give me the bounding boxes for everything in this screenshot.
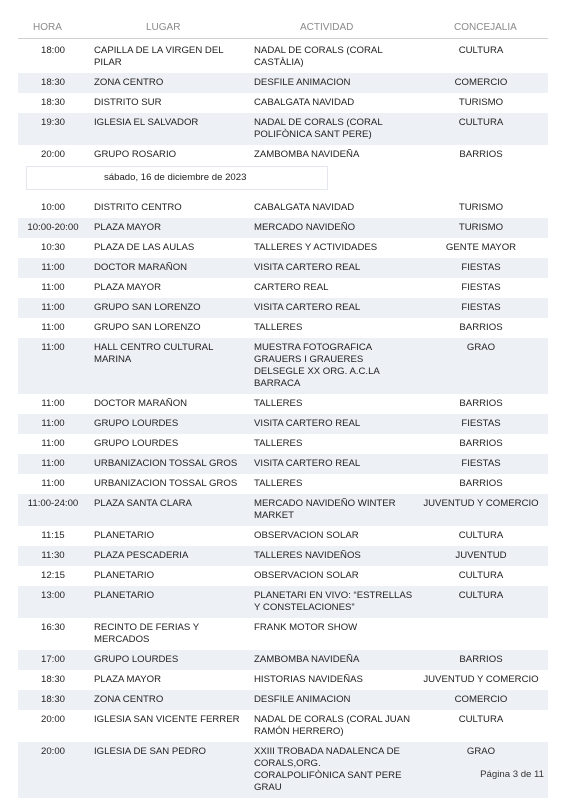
table-row [18,566,548,586]
cell-concejalia: BARRIOS [459,438,503,449]
cell-concejalia: GRAO [414,338,548,394]
table-row [18,278,548,298]
header-actividad: ACTIVIDAD [300,22,354,33]
table-row [18,145,548,165]
cell-actividad: VISITA CARTERO REAL [250,454,414,474]
table-row [18,338,548,394]
cell-actividad: MERCADO NAVIDEÑO WINTER MARKET [250,494,414,526]
cell-actividad: CABALGATA NAVIDAD [254,202,355,213]
cell-concejalia: CULTURA [458,45,504,56]
table-row [18,690,548,710]
table-row [18,113,548,145]
header-lugar: LUGAR [146,22,181,33]
cell-actividad: NADAL DE CORALS (CORAL JUAN RAMÓN HERRERO) [254,714,411,737]
cell-lugar: GRUPO LOURDES [88,650,250,670]
cell-concejalia: CULTURA [414,113,548,145]
table-row [18,546,548,566]
table-row [18,73,548,93]
cell-lugar: URBANIZACION TOSSAL GROS [88,454,250,474]
cell-actividad: PLANETARI EN VIVO: “ESTRELLAS Y CONSTELACIONES” [250,586,414,618]
page-number: Página 3 de 11 [480,769,544,780]
cell-hora: 16:30 [40,622,65,633]
cell-hora: 18:30 [40,674,65,685]
cell-lugar: DISTRITO SUR [94,97,162,108]
table-row [18,238,548,258]
cell-actividad: NADAL DE CORALS (CORAL POLIFÒNICA SANT PERE) [250,113,414,145]
cell-lugar: DOCTOR MARAÑON [88,258,250,278]
cell-lugar: PLANETARIO [94,530,155,541]
table-row [18,318,548,338]
cell-hora: 19:30 [18,113,88,145]
table-header [0,14,566,38]
header-hora: HORA [33,22,62,33]
table-row [18,586,548,618]
cell-concejalia: GRAO [414,742,548,798]
cell-concejalia: TURISMO [458,97,504,108]
cell-actividad: FRANK MOTOR SHOW [254,622,358,633]
cell-hora: 11:00 [18,454,88,474]
cell-actividad: OBSERVACION SOLAR [254,530,359,541]
cell-actividad: CARTERO REAL [254,282,329,293]
cell-actividad: HISTORIAS NAVIDEÑAS [254,674,363,685]
cell-concejalia: GENTE MAYOR [445,242,517,253]
cell-concejalia: BARRIOS [459,478,503,489]
cell-concejalia: FIESTAS [414,414,548,434]
cell-actividad: TALLERES [254,398,303,409]
table-row [18,198,548,218]
cell-concejalia: CULTURA [458,570,504,581]
cell-concejalia: FIESTAS [414,298,548,318]
cell-hora: 12:15 [40,570,65,581]
cell-actividad: TALLERES [254,322,303,333]
table-row [18,618,548,650]
cell-concejalia: BARRIOS [459,398,503,409]
cell-lugar: PLAZA SANTA CLARA [88,494,250,526]
cell-concejalia: JUVENTUD [414,546,548,566]
header-concejalia: CONCEJALIA [454,22,517,33]
cell-actividad: TALLERES Y ACTIVIDADES [254,242,378,253]
cell-lugar: GRUPO SAN LORENZO [94,322,201,333]
cell-concejalia: BARRIOS [459,149,503,160]
cell-lugar: RECINTO DE FERIAS Y MERCADOS [94,622,200,645]
cell-concejalia: CULTURA [458,530,504,541]
table-row [18,454,548,474]
table-row [18,474,548,494]
cell-hora: 11:00 [41,322,65,333]
cell-hora: 11:00 [41,478,65,489]
cell-actividad: DESFILE ANIMACION [250,73,414,93]
cell-concejalia: JUVENTUD Y COMERCIO [414,494,548,526]
cell-hora: 10:00-20:00 [18,218,88,238]
cell-lugar: ZONA CENTRO [88,690,250,710]
cell-hora: 11:00 [18,338,88,394]
table-row [18,93,548,113]
cell-lugar: PLAZA PESCADERIA [88,546,250,566]
cell-lugar: IGLESIA EL SALVADOR [88,113,250,145]
cell-lugar: PLAZA MAYOR [94,282,161,293]
schedule-table-friday [18,41,548,165]
cell-hora: 18:00 [40,45,65,56]
cell-hora: 17:00 [18,650,88,670]
cell-hora: 10:30 [40,242,65,253]
cell-lugar: IGLESIA SAN VICENTE FERRER [94,714,240,725]
cell-lugar: CAPILLA DE LA VIRGEN DEL PILAR [94,45,224,68]
cell-concejalia: BARRIOS [414,650,548,670]
cell-hora: 11:00 [41,398,65,409]
cell-hora: 20:00 [18,742,88,798]
table-row [18,434,548,454]
cell-hora: 11:00 [18,298,88,318]
cell-lugar: DISTRITO CENTRO [94,202,182,213]
cell-hora: 18:30 [18,690,88,710]
cell-actividad: TALLERES [254,478,303,489]
cell-lugar: PLAZA MAYOR [94,674,161,685]
cell-concejalia: FIESTAS [414,454,548,474]
cell-lugar: GRUPO LOURDES [88,414,250,434]
cell-actividad: XXIII TROBADA NADALENCA DE CORALS,ORG. CORALPOLIFÒNICA SANT PERE GRAU [250,742,414,798]
cell-hora: 11:00 [41,438,65,449]
cell-actividad: VISITA CARTERO REAL [250,258,414,278]
cell-hora: 18:30 [40,97,65,108]
header-divider [18,38,548,39]
cell-concejalia: FIESTAS [414,258,548,278]
table-row [18,394,548,414]
table-row [18,258,548,278]
cell-actividad: MUESTRA FOTOGRAFICA GRAUERS I GRAUERES DELSEGLE XX ORG. A.C.LA BARRACA [250,338,414,394]
cell-actividad: MERCADO NAVIDEÑO [250,218,414,238]
cell-hora: 11:15 [41,530,65,541]
cell-actividad: TALLERES [254,438,303,449]
cell-concejalia: CULTURA [458,714,504,725]
cell-hora: 20:00 [40,714,65,725]
cell-hora: 18:30 [18,73,88,93]
cell-lugar: GRUPO LOURDES [94,438,179,449]
cell-concejalia [414,618,548,650]
cell-concejalia: TURISMO [458,202,504,213]
table-row [18,526,548,546]
cell-lugar: URBANIZACION TOSSAL GROS [94,478,238,489]
date-heading [26,166,328,190]
cell-lugar: GRUPO SAN LORENZO [88,298,250,318]
table-row [18,414,548,434]
cell-lugar: HALL CENTRO CULTURAL MARINA [88,338,250,394]
cell-hora: 20:00 [40,149,65,160]
cell-hora: 10:00 [40,202,65,213]
cell-lugar: PLAZA DE LAS AULAS [94,242,195,253]
cell-actividad: ZAMBOMBA NAVIDEÑA [254,149,360,160]
cell-hora: 11:00 [41,282,65,293]
cell-actividad: VISITA CARTERO REAL [250,414,414,434]
table-row [18,670,548,690]
table-row [18,742,548,798]
table-row [18,650,548,670]
cell-actividad: ZAMBOMBA NAVIDEÑA [250,650,414,670]
cell-lugar: DOCTOR MARAÑON [94,398,188,409]
cell-concejalia: COMERCIO [414,690,548,710]
table-row [18,298,548,318]
cell-hora: 11:30 [18,546,88,566]
table-row [18,41,548,73]
cell-lugar: PLAZA MAYOR [88,218,250,238]
table-row [18,494,548,526]
cell-lugar: GRUPO ROSARIO [94,149,177,160]
cell-concejalia: CULTURA [414,586,548,618]
cell-concejalia: FIESTAS [461,282,501,293]
cell-hora: 11:00 [18,414,88,434]
table-row [18,710,548,742]
cell-concejalia: TURISMO [414,218,548,238]
schedule-table-saturday [18,198,548,798]
cell-lugar: PLANETARIO [88,586,250,618]
table-row [18,218,548,238]
cell-actividad: DESFILE ANIMACION [250,690,414,710]
cell-concejalia: COMERCIO [414,73,548,93]
cell-concejalia: BARRIOS [459,322,503,333]
cell-lugar: ZONA CENTRO [88,73,250,93]
date-heading-text: sábado, 16 de diciembre de 2023 [104,172,247,183]
cell-actividad: CABALGATA NAVIDAD [254,97,355,108]
cell-lugar: IGLESIA DE SAN PEDRO [88,742,250,798]
cell-actividad: NADAL DE CORALS (CORAL CASTÀLIA) [254,45,383,68]
cell-hora: 11:00-24:00 [18,494,88,526]
cell-lugar: PLANETARIO [94,570,155,581]
cell-hora: 11:00 [18,258,88,278]
cell-actividad: TALLERES NAVIDEÑOS [250,546,414,566]
cell-actividad: OBSERVACION SOLAR [254,570,359,581]
cell-actividad: VISITA CARTERO REAL [250,298,414,318]
cell-concejalia: JUVENTUD Y COMERCIO [423,674,539,685]
cell-hora: 13:00 [18,586,88,618]
